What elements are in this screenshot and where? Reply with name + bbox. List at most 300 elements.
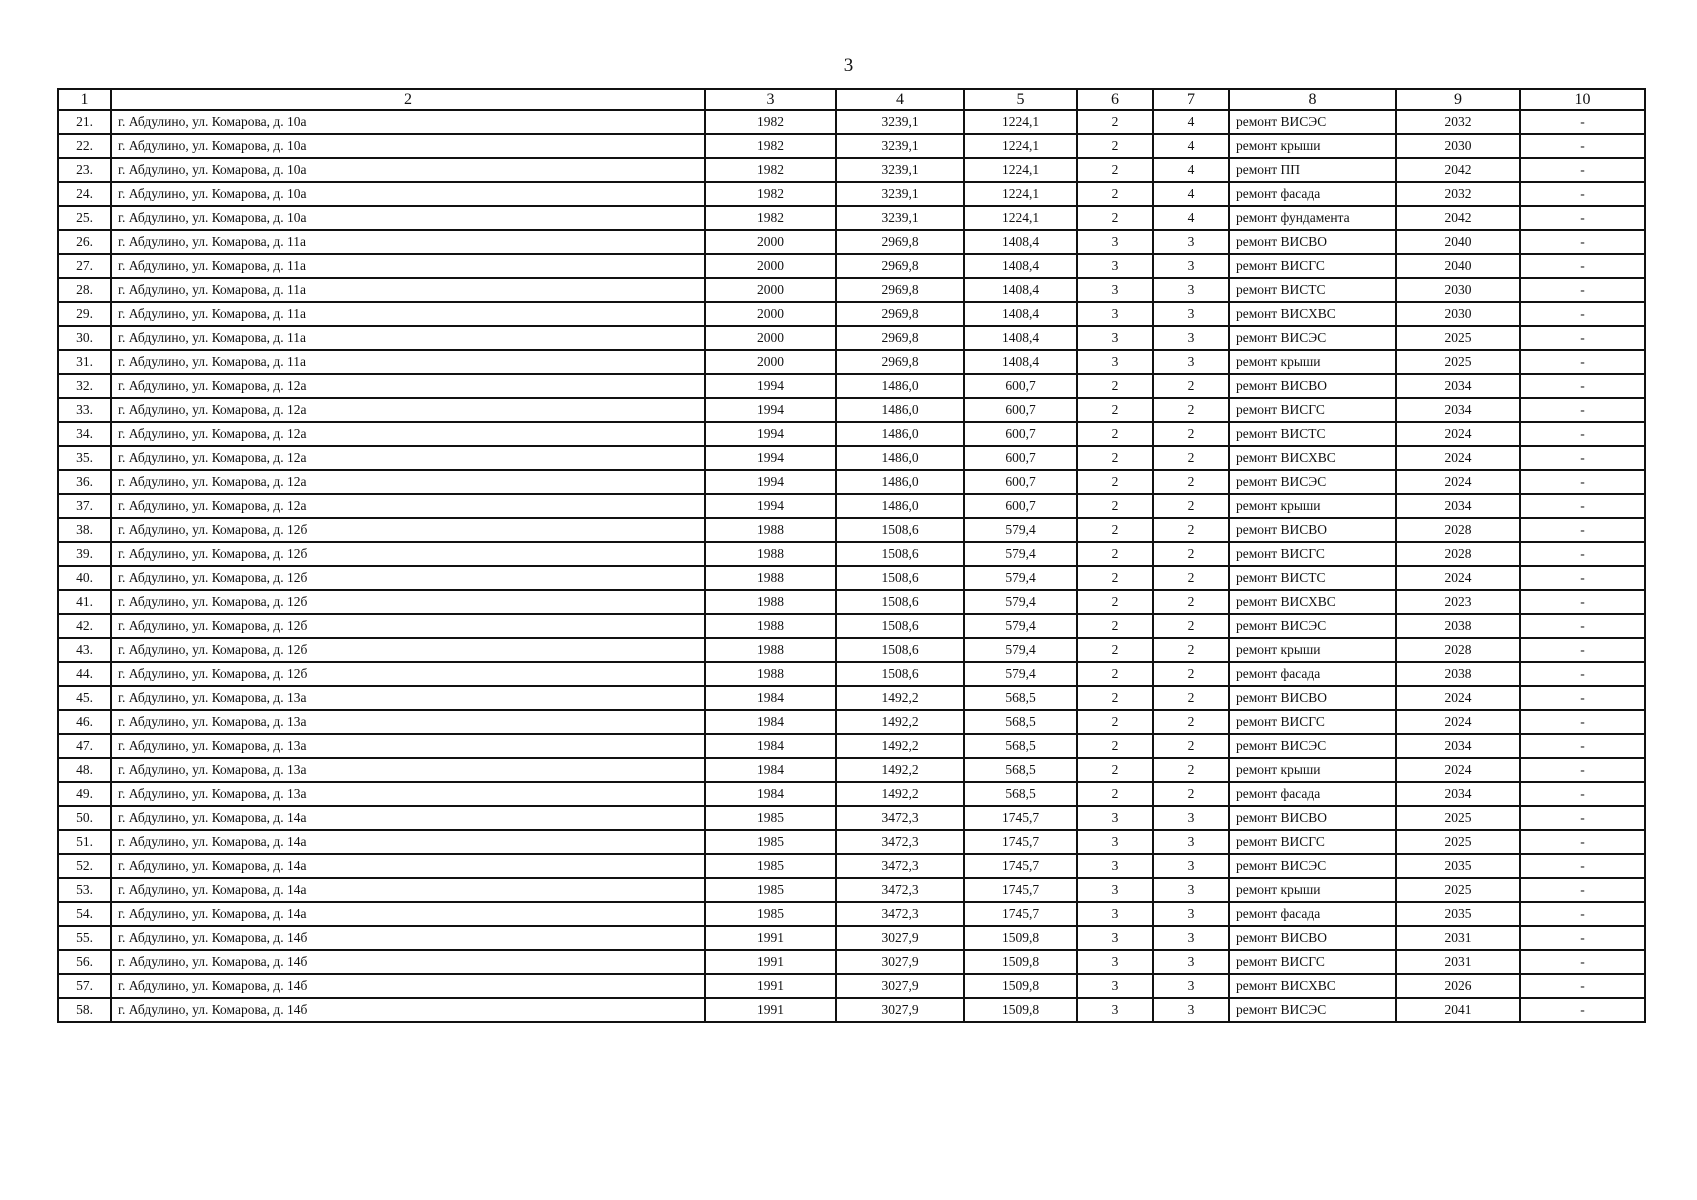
living-area-cell: 1745,7 [964,854,1077,878]
entrances-cell: 2 [1153,398,1229,422]
entrances-cell: 3 [1153,806,1229,830]
note-cell: - [1520,806,1645,830]
entrances-cell: 2 [1153,758,1229,782]
build-year-cell: 1994 [705,470,836,494]
table-row [58,662,1645,686]
table-row [58,398,1645,422]
planned-year-cell: 2035 [1396,902,1520,926]
entrances-cell: 3 [1153,902,1229,926]
entrances-cell: 3 [1153,830,1229,854]
row-index-cell: 23. [58,158,111,182]
build-year-cell: 1991 [705,998,836,1022]
work-type-cell: ремонт фундамента [1229,206,1396,230]
entrances-cell: 4 [1153,134,1229,158]
row-index-cell: 25. [58,206,111,230]
table-row [58,734,1645,758]
table-row [58,182,1645,206]
total-area-cell: 1508,6 [836,542,964,566]
living-area-cell: 600,7 [964,374,1077,398]
entrances-cell: 2 [1153,446,1229,470]
living-area-cell: 1745,7 [964,806,1077,830]
build-year-cell: 2000 [705,254,836,278]
address-cell: г. Абдулино, ул. Комарова, д. 10а [111,206,705,230]
column-number-header: 3 [705,89,836,110]
floors-cell: 3 [1077,806,1153,830]
total-area-cell: 1486,0 [836,398,964,422]
work-type-cell: ремонт ВИСТС [1229,566,1396,590]
planned-year-cell: 2031 [1396,926,1520,950]
row-index-cell: 52. [58,854,111,878]
total-area-cell: 1486,0 [836,470,964,494]
table-row [58,614,1645,638]
work-type-cell: ремонт ВИСВО [1229,806,1396,830]
table-row [58,998,1645,1022]
build-year-cell: 1994 [705,446,836,470]
build-year-cell: 2000 [705,278,836,302]
work-type-cell: ремонт фасада [1229,662,1396,686]
row-index-cell: 22. [58,134,111,158]
total-area-cell: 1492,2 [836,710,964,734]
entrances-cell: 2 [1153,662,1229,686]
entrances-cell: 2 [1153,470,1229,494]
planned-year-cell: 2032 [1396,110,1520,134]
row-index-cell: 51. [58,830,111,854]
row-index-cell: 33. [58,398,111,422]
floors-cell: 3 [1077,254,1153,278]
note-cell: - [1520,614,1645,638]
planned-year-cell: 2024 [1396,686,1520,710]
build-year-cell: 2000 [705,302,836,326]
planned-year-cell: 2025 [1396,350,1520,374]
planned-year-cell: 2032 [1396,182,1520,206]
floors-cell: 2 [1077,182,1153,206]
table-header [58,89,1645,110]
address-cell: г. Абдулино, ул. Комарова, д. 14а [111,878,705,902]
note-cell: - [1520,158,1645,182]
note-cell: - [1520,566,1645,590]
note-cell: - [1520,326,1645,350]
living-area-cell: 579,4 [964,614,1077,638]
table-row [58,590,1645,614]
note-cell: - [1520,782,1645,806]
entrances-cell: 2 [1153,566,1229,590]
work-type-cell: ремонт ВИСГС [1229,254,1396,278]
build-year-cell: 1994 [705,494,836,518]
note-cell: - [1520,974,1645,998]
table-row [58,926,1645,950]
floors-cell: 2 [1077,662,1153,686]
floors-cell: 3 [1077,350,1153,374]
work-type-cell: ремонт ВИСХВС [1229,590,1396,614]
floors-cell: 2 [1077,638,1153,662]
table-row [58,374,1645,398]
build-year-cell: 1985 [705,902,836,926]
row-index-cell: 50. [58,806,111,830]
living-area-cell: 1509,8 [964,926,1077,950]
address-cell: г. Абдулино, ул. Комарова, д. 13а [111,734,705,758]
row-index-cell: 54. [58,902,111,926]
living-area-cell: 1745,7 [964,830,1077,854]
entrances-cell: 2 [1153,638,1229,662]
repair-schedule-table [57,88,1646,1023]
work-type-cell: ремонт ВИСВО [1229,230,1396,254]
planned-year-cell: 2038 [1396,614,1520,638]
column-number-header: 8 [1229,89,1396,110]
build-year-cell: 1982 [705,134,836,158]
work-type-cell: ремонт ВИСЭС [1229,734,1396,758]
table-row [58,326,1645,350]
planned-year-cell: 2041 [1396,998,1520,1022]
total-area-cell: 1508,6 [836,566,964,590]
build-year-cell: 1988 [705,638,836,662]
build-year-cell: 1994 [705,422,836,446]
entrances-cell: 2 [1153,494,1229,518]
floors-cell: 3 [1077,854,1153,878]
note-cell: - [1520,302,1645,326]
table-row [58,446,1645,470]
note-cell: - [1520,590,1645,614]
build-year-cell: 1988 [705,518,836,542]
address-cell: г. Абдулино, ул. Комарова, д. 13а [111,782,705,806]
table-row [58,278,1645,302]
total-area-cell: 1486,0 [836,374,964,398]
note-cell: - [1520,374,1645,398]
address-cell: г. Абдулино, ул. Комарова, д. 11а [111,254,705,278]
address-cell: г. Абдулино, ул. Комарова, д. 13а [111,710,705,734]
row-index-cell: 56. [58,950,111,974]
page-number: 3 [843,55,854,76]
entrances-cell: 4 [1153,158,1229,182]
table-row [58,638,1645,662]
living-area-cell: 1408,4 [964,350,1077,374]
total-area-cell: 1486,0 [836,494,964,518]
address-cell: г. Абдулино, ул. Комарова, д. 11а [111,326,705,350]
row-index-cell: 32. [58,374,111,398]
work-type-cell: ремонт крыши [1229,350,1396,374]
work-type-cell: ремонт крыши [1229,878,1396,902]
total-area-cell: 3472,3 [836,854,964,878]
planned-year-cell: 2028 [1396,542,1520,566]
entrances-cell: 2 [1153,590,1229,614]
total-area-cell: 1508,6 [836,662,964,686]
column-number-header: 6 [1077,89,1153,110]
living-area-cell: 568,5 [964,710,1077,734]
note-cell: - [1520,926,1645,950]
living-area-cell: 1408,4 [964,326,1077,350]
work-type-cell: ремонт ВИСВО [1229,374,1396,398]
planned-year-cell: 2028 [1396,518,1520,542]
floors-cell: 3 [1077,302,1153,326]
living-area-cell: 568,5 [964,734,1077,758]
note-cell: - [1520,278,1645,302]
planned-year-cell: 2024 [1396,710,1520,734]
note-cell: - [1520,638,1645,662]
table-row [58,830,1645,854]
build-year-cell: 1991 [705,950,836,974]
build-year-cell: 1984 [705,758,836,782]
living-area-cell: 600,7 [964,470,1077,494]
living-area-cell: 1509,8 [964,974,1077,998]
address-cell: г. Абдулино, ул. Комарова, д. 10а [111,110,705,134]
note-cell: - [1520,830,1645,854]
table-row [58,974,1645,998]
row-index-cell: 53. [58,878,111,902]
total-area-cell: 1492,2 [836,686,964,710]
work-type-cell: ремонт ВИСЭС [1229,614,1396,638]
planned-year-cell: 2024 [1396,446,1520,470]
floors-cell: 3 [1077,878,1153,902]
entrances-cell: 2 [1153,614,1229,638]
note-cell: - [1520,662,1645,686]
note-cell: - [1520,686,1645,710]
column-number-header: 10 [1520,89,1645,110]
table-row [58,686,1645,710]
entrances-cell: 2 [1153,518,1229,542]
address-cell: г. Абдулино, ул. Комарова, д. 14б [111,926,705,950]
living-area-cell: 579,4 [964,590,1077,614]
work-type-cell: ремонт ВИСХВС [1229,446,1396,470]
note-cell: - [1520,542,1645,566]
address-cell: г. Абдулино, ул. Комарова, д. 13а [111,686,705,710]
address-cell: г. Абдулино, ул. Комарова, д. 10а [111,134,705,158]
planned-year-cell: 2026 [1396,974,1520,998]
living-area-cell: 1408,4 [964,302,1077,326]
living-area-cell: 600,7 [964,422,1077,446]
total-area-cell: 1508,6 [836,590,964,614]
row-index-cell: 28. [58,278,111,302]
address-cell: г. Абдулино, ул. Комарова, д. 14а [111,902,705,926]
entrances-cell: 3 [1153,854,1229,878]
floors-cell: 3 [1077,230,1153,254]
build-year-cell: 1988 [705,542,836,566]
build-year-cell: 2000 [705,326,836,350]
note-cell: - [1520,470,1645,494]
work-type-cell: ремонт ПП [1229,158,1396,182]
floors-cell: 2 [1077,710,1153,734]
work-type-cell: ремонт ВИСГС [1229,830,1396,854]
total-area-cell: 1492,2 [836,782,964,806]
work-type-cell: ремонт ВИСЭС [1229,326,1396,350]
address-cell: г. Абдулино, ул. Комарова, д. 12а [111,494,705,518]
total-area-cell: 2969,8 [836,350,964,374]
work-type-cell: ремонт крыши [1229,758,1396,782]
address-cell: г. Абдулино, ул. Комарова, д. 11а [111,230,705,254]
address-cell: г. Абдулино, ул. Комарова, д. 11а [111,350,705,374]
entrances-cell: 4 [1153,206,1229,230]
row-index-cell: 47. [58,734,111,758]
living-area-cell: 1408,4 [964,230,1077,254]
row-index-cell: 21. [58,110,111,134]
address-cell: г. Абдулино, ул. Комарова, д. 14а [111,854,705,878]
note-cell: - [1520,182,1645,206]
table-row [58,350,1645,374]
table-row [58,566,1645,590]
living-area-cell: 600,7 [964,446,1077,470]
work-type-cell: ремонт крыши [1229,638,1396,662]
address-cell: г. Абдулино, ул. Комарова, д. 13а [111,758,705,782]
row-index-cell: 44. [58,662,111,686]
build-year-cell: 1994 [705,374,836,398]
living-area-cell: 1408,4 [964,254,1077,278]
living-area-cell: 579,4 [964,566,1077,590]
total-area-cell: 3027,9 [836,998,964,1022]
row-index-cell: 35. [58,446,111,470]
note-cell: - [1520,206,1645,230]
total-area-cell: 3027,9 [836,926,964,950]
planned-year-cell: 2035 [1396,854,1520,878]
planned-year-cell: 2040 [1396,230,1520,254]
build-year-cell: 1982 [705,182,836,206]
address-cell: г. Абдулино, ул. Комарова, д. 14а [111,830,705,854]
row-index-cell: 39. [58,542,111,566]
table-row [58,254,1645,278]
entrances-cell: 3 [1153,950,1229,974]
table-row [58,806,1645,830]
planned-year-cell: 2030 [1396,302,1520,326]
entrances-cell: 3 [1153,974,1229,998]
build-year-cell: 1985 [705,854,836,878]
column-number-header: 5 [964,89,1077,110]
address-cell: г. Абдулино, ул. Комарова, д. 11а [111,278,705,302]
note-cell: - [1520,518,1645,542]
entrances-cell: 2 [1153,374,1229,398]
planned-year-cell: 2024 [1396,470,1520,494]
planned-year-cell: 2042 [1396,206,1520,230]
table-row [58,134,1645,158]
row-index-cell: 49. [58,782,111,806]
note-cell: - [1520,398,1645,422]
floors-cell: 3 [1077,974,1153,998]
table-row [58,110,1645,134]
row-index-cell: 26. [58,230,111,254]
total-area-cell: 2969,8 [836,326,964,350]
work-type-cell: ремонт фасада [1229,182,1396,206]
work-type-cell: ремонт ВИСТС [1229,422,1396,446]
total-area-cell: 3239,1 [836,110,964,134]
floors-cell: 3 [1077,326,1153,350]
entrances-cell: 3 [1153,326,1229,350]
work-type-cell: ремонт ВИСЭС [1229,110,1396,134]
planned-year-cell: 2024 [1396,422,1520,446]
floors-cell: 3 [1077,902,1153,926]
table-row [58,518,1645,542]
address-cell: г. Абдулино, ул. Комарова, д. 12б [111,662,705,686]
row-index-cell: 37. [58,494,111,518]
living-area-cell: 568,5 [964,782,1077,806]
work-type-cell: ремонт ВИСГС [1229,710,1396,734]
planned-year-cell: 2025 [1396,830,1520,854]
note-cell: - [1520,230,1645,254]
note-cell: - [1520,758,1645,782]
total-area-cell: 1492,2 [836,734,964,758]
note-cell: - [1520,710,1645,734]
living-area-cell: 1408,4 [964,278,1077,302]
work-type-cell: ремонт ВИСВО [1229,926,1396,950]
note-cell: - [1520,422,1645,446]
row-index-cell: 57. [58,974,111,998]
living-area-cell: 568,5 [964,686,1077,710]
total-area-cell: 1492,2 [836,758,964,782]
floors-cell: 2 [1077,782,1153,806]
floors-cell: 2 [1077,398,1153,422]
entrances-cell: 3 [1153,350,1229,374]
build-year-cell: 1982 [705,110,836,134]
address-cell: г. Абдулино, ул. Комарова, д. 12а [111,422,705,446]
floors-cell: 2 [1077,494,1153,518]
build-year-cell: 1984 [705,734,836,758]
address-cell: г. Абдулино, ул. Комарова, д. 12б [111,518,705,542]
row-index-cell: 45. [58,686,111,710]
work-type-cell: ремонт ВИСТС [1229,278,1396,302]
row-index-cell: 55. [58,926,111,950]
floors-cell: 2 [1077,470,1153,494]
note-cell: - [1520,902,1645,926]
total-area-cell: 2969,8 [836,230,964,254]
total-area-cell: 1508,6 [836,638,964,662]
address-cell: г. Абдулино, ул. Комарова, д. 12б [111,614,705,638]
work-type-cell: ремонт ВИСЭС [1229,998,1396,1022]
row-index-cell: 34. [58,422,111,446]
build-year-cell: 2000 [705,230,836,254]
build-year-cell: 1991 [705,974,836,998]
floors-cell: 2 [1077,158,1153,182]
total-area-cell: 1508,6 [836,614,964,638]
row-index-cell: 48. [58,758,111,782]
table-row [58,302,1645,326]
total-area-cell: 3472,3 [836,830,964,854]
living-area-cell: 579,4 [964,662,1077,686]
address-cell: г. Абдулино, ул. Комарова, д. 14б [111,950,705,974]
living-area-cell: 579,4 [964,542,1077,566]
address-cell: г. Абдулино, ул. Комарова, д. 12б [111,590,705,614]
floors-cell: 2 [1077,686,1153,710]
work-type-cell: ремонт фасада [1229,902,1396,926]
planned-year-cell: 2030 [1396,134,1520,158]
floors-cell: 2 [1077,734,1153,758]
address-cell: г. Абдулино, ул. Комарова, д. 12а [111,470,705,494]
entrances-cell: 3 [1153,998,1229,1022]
entrances-cell: 3 [1153,926,1229,950]
build-year-cell: 1994 [705,398,836,422]
floors-cell: 2 [1077,374,1153,398]
living-area-cell: 1224,1 [964,206,1077,230]
work-type-cell: ремонт ВИСЭС [1229,470,1396,494]
row-index-cell: 24. [58,182,111,206]
build-year-cell: 1982 [705,206,836,230]
entrances-cell: 2 [1153,782,1229,806]
planned-year-cell: 2024 [1396,758,1520,782]
build-year-cell: 1991 [705,926,836,950]
planned-year-cell: 2034 [1396,398,1520,422]
entrances-cell: 2 [1153,734,1229,758]
planned-year-cell: 2030 [1396,278,1520,302]
total-area-cell: 3239,1 [836,134,964,158]
floors-cell: 2 [1077,590,1153,614]
build-year-cell: 1984 [705,710,836,734]
floors-cell: 2 [1077,542,1153,566]
total-area-cell: 3239,1 [836,206,964,230]
address-cell: г. Абдулино, ул. Комарова, д. 10а [111,158,705,182]
work-type-cell: ремонт крыши [1229,494,1396,518]
work-type-cell: ремонт крыши [1229,134,1396,158]
floors-cell: 2 [1077,206,1153,230]
note-cell: - [1520,734,1645,758]
row-index-cell: 36. [58,470,111,494]
planned-year-cell: 2023 [1396,590,1520,614]
living-area-cell: 1509,8 [964,998,1077,1022]
table-row [58,470,1645,494]
floors-cell: 2 [1077,758,1153,782]
